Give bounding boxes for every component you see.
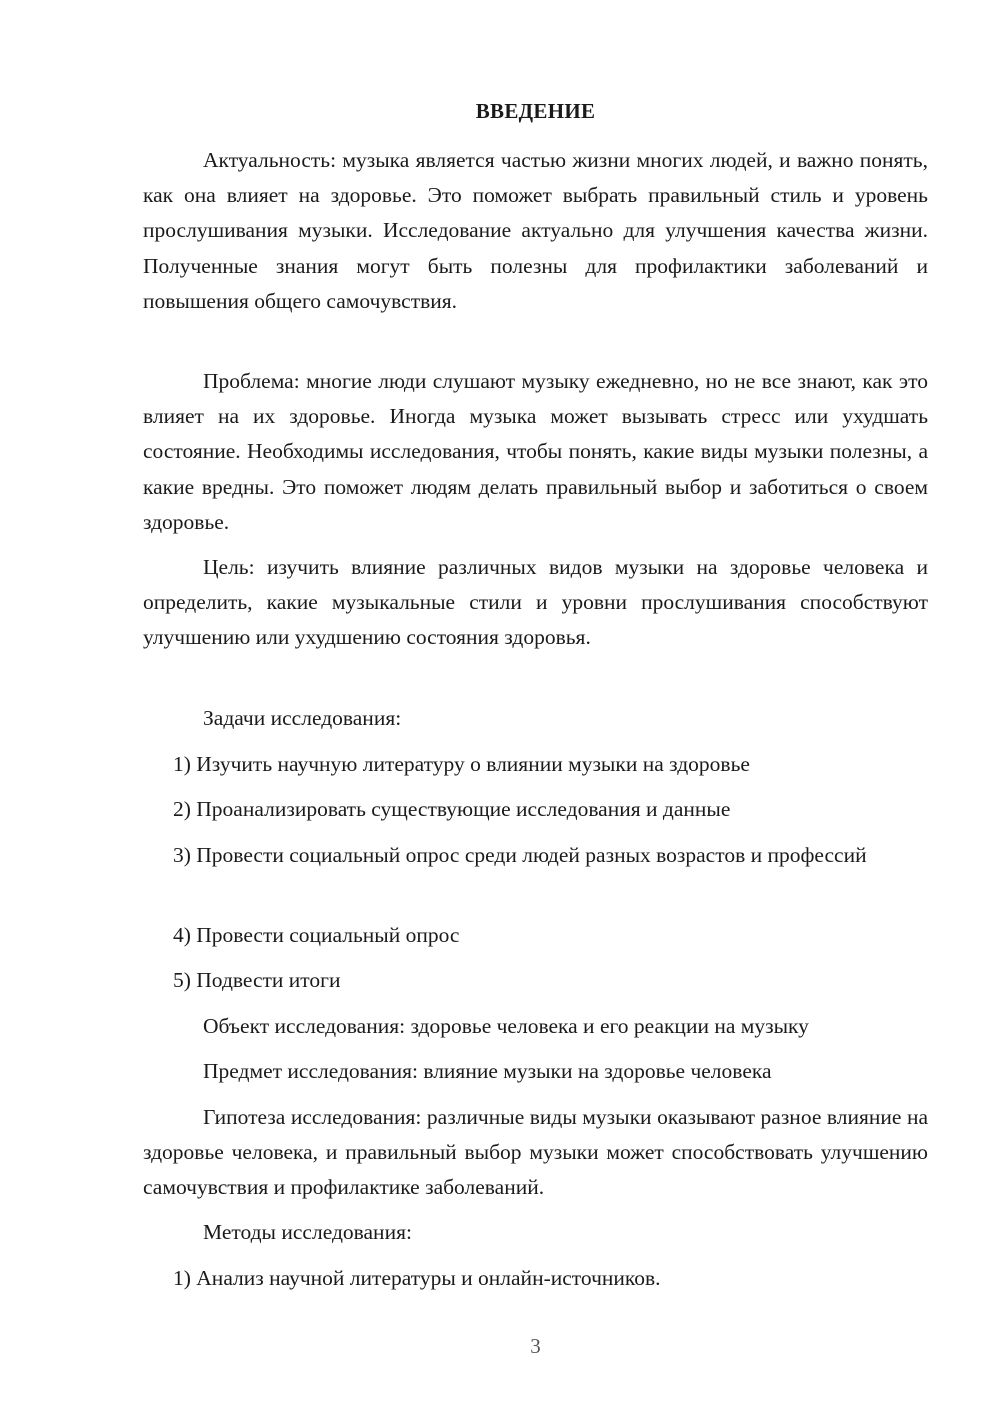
section-title: ВВЕДЕНИЕ bbox=[475, 99, 596, 123]
task-item-3: 3) Провести социальный опрос среди людей разных возрастов и профессий bbox=[173, 843, 867, 867]
task-item-2: 2) Проанализировать существующие исследования и данные bbox=[173, 797, 731, 821]
task-item-1: 1) Изучить научную литературу о влиянии музыки на здоровье bbox=[173, 752, 750, 776]
goal-paragraph: Цель: изучить влияние различных видов музыки на здоровье человека и определить, какие музыкальные стили и уровни прослушивания способствуют улучшению или ухудшению состояния здоровья. bbox=[143, 555, 928, 650]
subject-paragraph: Предмет исследования: влияние музыки на здоровье человека bbox=[203, 1059, 772, 1083]
methods-heading: Методы исследования: bbox=[203, 1220, 412, 1244]
task-item-4: 4) Провести социальный опрос bbox=[173, 923, 460, 947]
problem-paragraph: Проблема: многие люди слушают музыку ежедневно, но не все знают, как это влияет на их здоровье. Иногда музыка может вызывать стресс или ухудшать состояние. Необходимы исследования, чтобы понять, какие виды музыки полезны, а какие вредны. Это поможет людям делать правильный выбор и заботиться о своем здоровье. bbox=[143, 369, 928, 534]
page-number: 3 bbox=[530, 1334, 541, 1358]
method-item-1: 1) Анализ научной литературы и онлайн-источников. bbox=[173, 1266, 661, 1290]
hypothesis-paragraph: Гипотеза исследования: различные виды музыки оказывают разное влияние на здоровье человека, и правильный выбор музыки может способствовать улучшению самочувствия и профилактике заболеваний. bbox=[143, 1105, 928, 1200]
task-item-5: 5) Подвести итоги bbox=[173, 968, 341, 992]
object-paragraph: Объект исследования: здоровье человека и его реакции на музыку bbox=[203, 1014, 809, 1038]
relevance-paragraph: Актуальность: музыка является частью жизни многих людей, и важно понять, как она влияет на здоровье. Это поможет выбрать правильный стиль и уровень прослушивания музыки. Исследование актуально для улучшения качества жизни. Полученные знания могут быть полезны для профилактики заболеваний и повышения общего самочувствия. bbox=[143, 148, 928, 313]
tasks-heading: Задачи исследования: bbox=[203, 706, 402, 730]
